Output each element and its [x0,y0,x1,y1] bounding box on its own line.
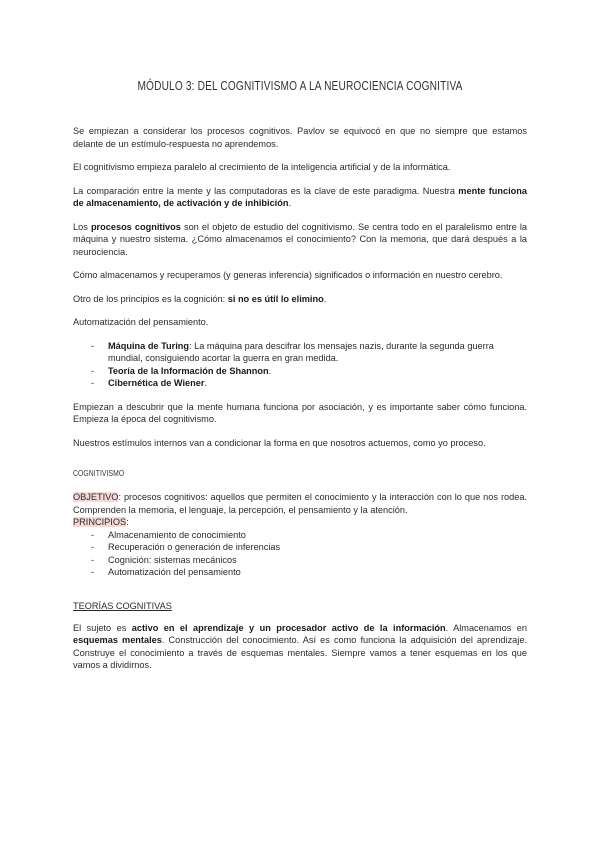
text: El sujeto es [73,622,132,633]
text: son el objeto de estudio del cognitivismo. Se centra todo en el paralelismo entre la máquina y nuestro sistema. ¿Cómo almacenamos el conocimiento? Con la memoria, que dará después a la neurociencia. [73,221,527,257]
text: . Almacenamos en [445,622,527,633]
paragraph-intro: Se empiezan a considerar los procesos cognitivos. Pavlov se equivocó en que no siempre que estamos delante de un estímulo-respuesta no aprendemos. [73,126,527,149]
list-item: - Automatización del pensamiento [73,566,527,579]
bold-text: Cibernética de Wiener [108,378,205,388]
list-item: - Cognición: sistemas mecánicos [73,554,527,567]
text: : La máquina para descifrar los mensajes nazis, durante la segunda guerra mundial, consiguiendo acortar la guerra en gran medida. [108,340,494,363]
text: : procesos cognitivos: aquellos que permiten el conocimiento y la interacción con lo que nos rodea. Comprenden la memoria, el lenguaje, la percepción, el pensamiento y la atención. [73,492,527,515]
paragraph-automation: Automatización del pensamiento. [73,317,209,327]
page-title: MÓDULO 3: DEL COGNITIVISMO A LA NEUROCIENCIA COGNITIVA [137,78,463,93]
paragraph-ai: El cognitivismo empieza paralelo al crecimiento de la inteligencia artificial y de la informática. [73,162,451,172]
paragraph-cognitive-processes [73,221,527,259]
text: . [204,378,207,388]
text: . [323,293,327,304]
section-heading-teorias: TEORÍAS COGNITIVAS [73,600,172,611]
paragraph-principles-label [73,516,527,529]
paragraph-objective [73,491,527,516]
list-item: - Recuperación o generación de inferencias [73,541,527,554]
bold-text: Máquina de Turing [108,340,189,351]
paragraph-storage: Cómo almacenamos y recuperamos (y generas inferencia) significados o información en nuestro cerebro. [73,270,503,280]
paragraph-internal-stimuli: Nuestros estímulos internos van a condicionar la forma en que nosotros actuemos, como yo proceso. [73,437,486,448]
highlighted-label: PRINCIPIOS [73,517,127,527]
list-item [73,365,527,378]
bold-text: Teoría de la Información de Shannon [108,365,269,376]
text: . [268,365,272,376]
list-item: - Almacenamiento de conocimiento [73,529,527,542]
bold-text: esquemas mentales [73,635,162,645]
highlighted-label: OBJETIVO [73,492,119,502]
list-item [73,377,527,390]
list-principles [73,529,527,579]
section-heading-cognitivismo: COGNITIVISMO [73,469,125,478]
paragraph-association: Empiezan a descubrir que la mente humana funciona por asociación, y es importante saber cómo funciona. Empieza la época del cognitivismo. [73,401,527,424]
paragraph-subject-active [73,622,527,672]
text: : [126,517,129,527]
bold-text: procesos cognitivos [90,221,181,232]
text: . Construcción del conocimiento. Así es como funciona la adquisición del aprendizaje. Construye el conocimiento a través de esquemas mentales. Siempre vamos a tener esquemas en los que vamos a dividirnos. [73,635,527,670]
paragraph-computer-comparison [73,185,527,210]
text: La comparación entre la mente y las computadoras es la clave de este paradigma. Nuestra [73,185,459,196]
bold-text: mente funciona de almacenamiento, de activación y de inhibición [73,185,527,208]
list-item [73,340,527,365]
paragraph-principles [73,293,527,306]
text: . [288,198,292,208]
document-body [73,125,527,683]
bold-text: si no es útil lo elimino [227,293,324,304]
bold-text: activo en el aprendizaje y un procesador activo de la información [131,622,446,633]
text: Los [73,221,91,232]
text: Otro de los principios es la cognición: [73,293,228,304]
list-influences [73,340,527,390]
